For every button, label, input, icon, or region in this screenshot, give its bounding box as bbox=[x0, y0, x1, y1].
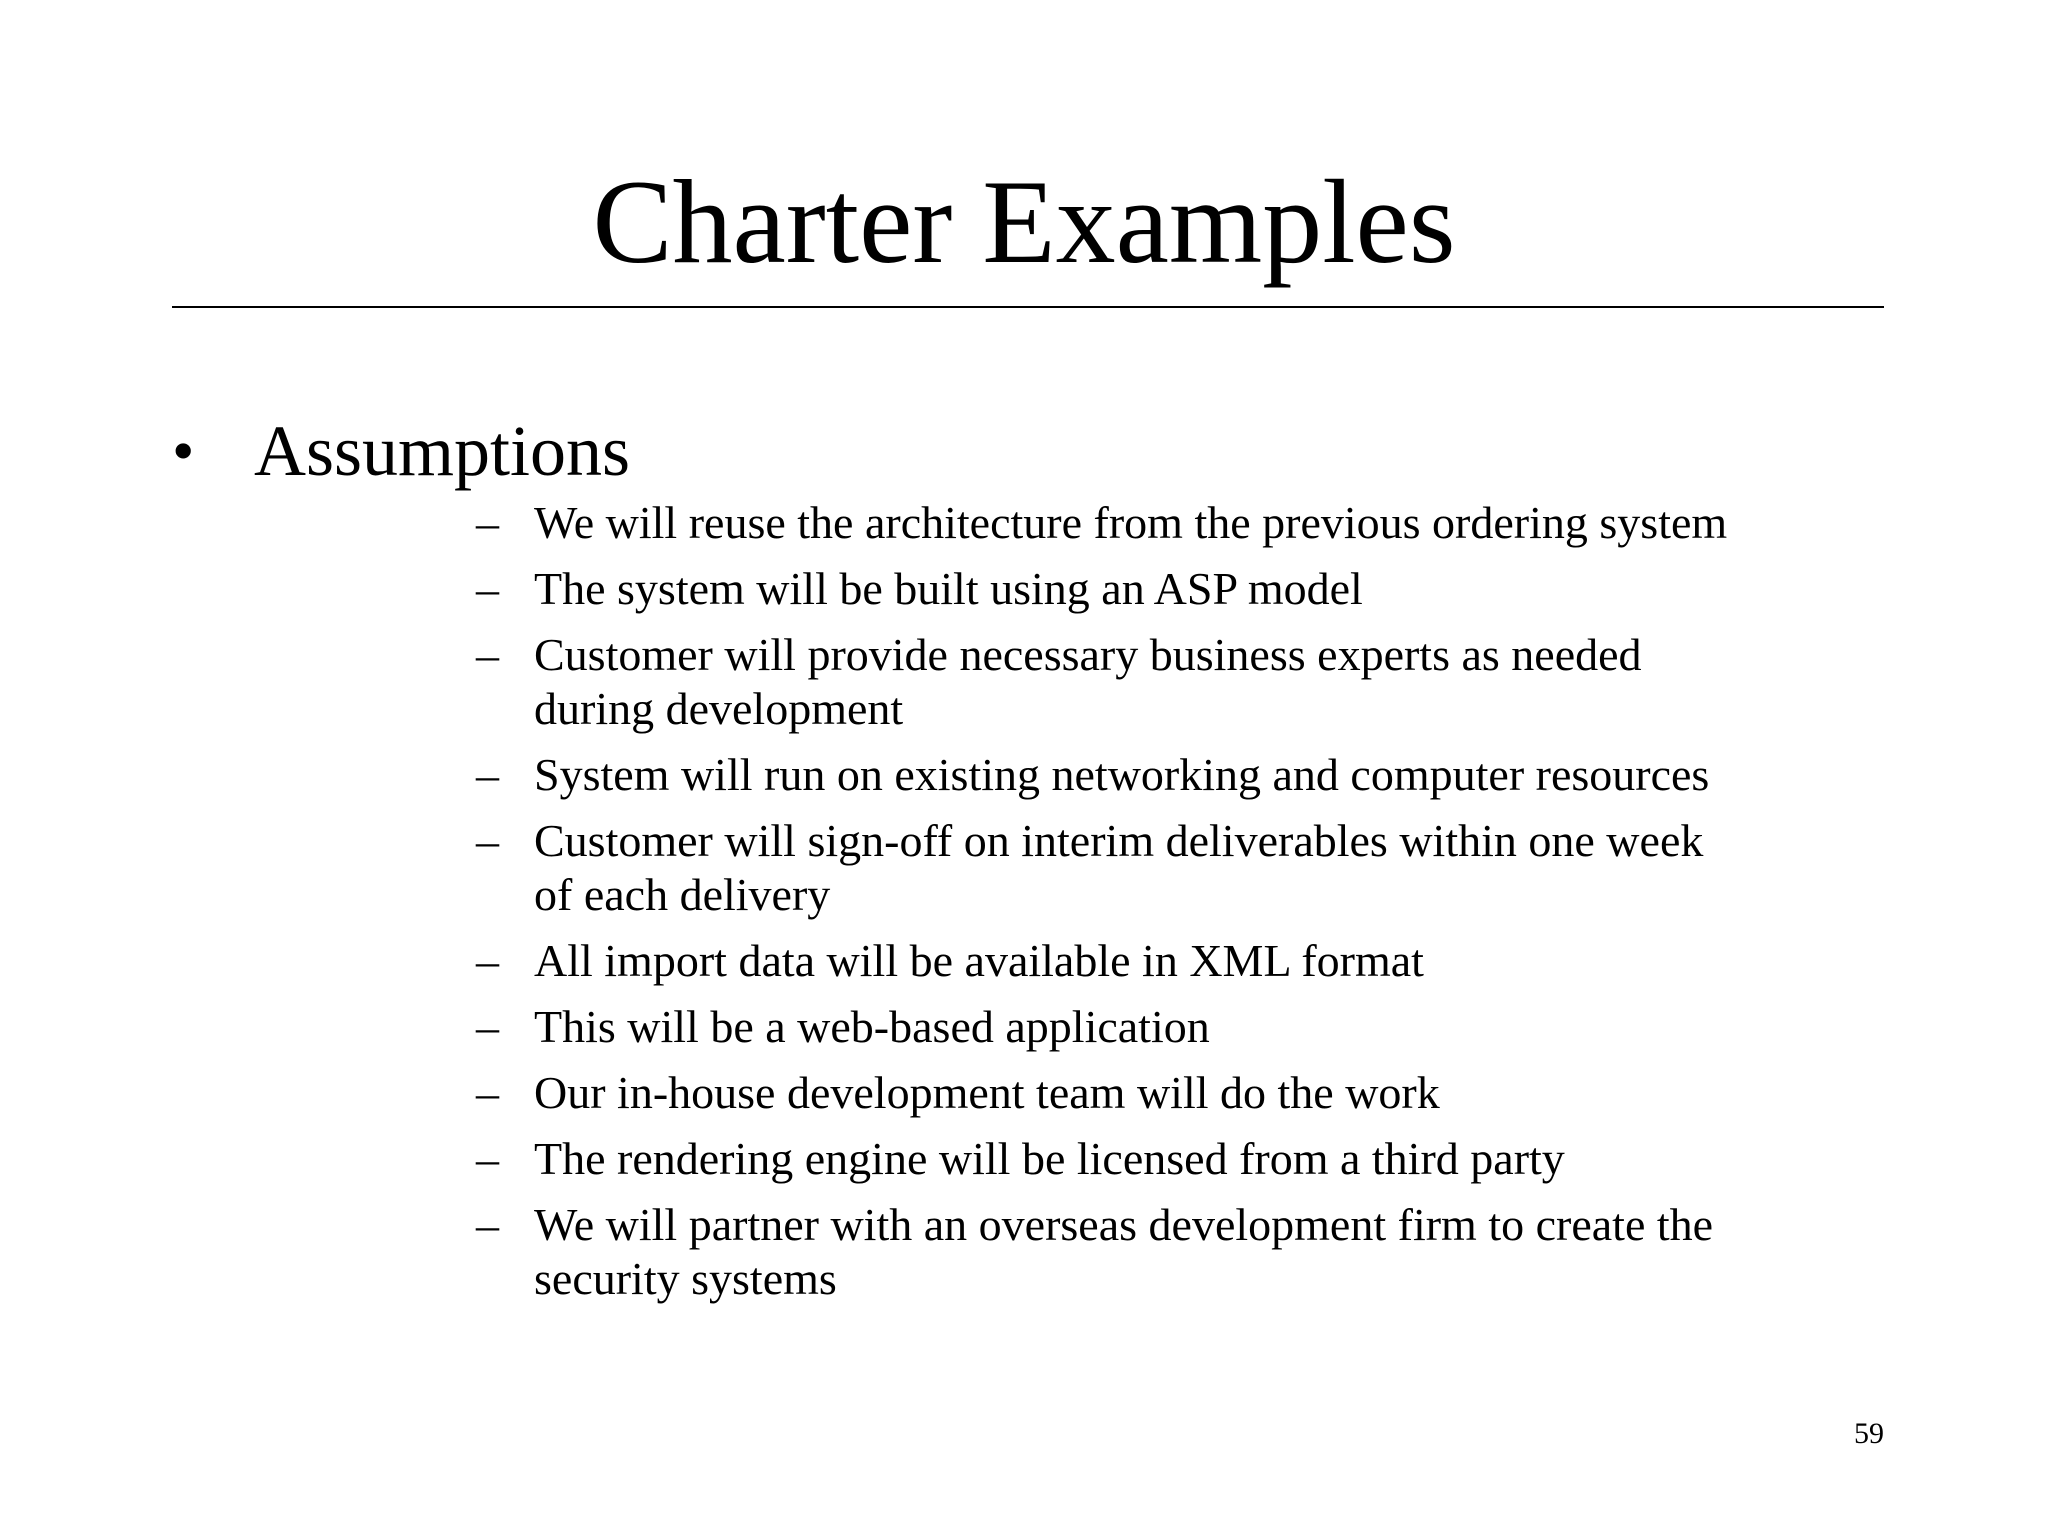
list-item-text: Customer will sign-off on interim deliverables within one week bbox=[534, 815, 1704, 866]
slide-title: Charter Examples bbox=[592, 155, 1456, 288]
list-item-text: The rendering engine will be licensed from a third party bbox=[534, 1133, 1565, 1184]
list-item-text: This will be a web-based application bbox=[534, 1001, 1210, 1052]
list-item bbox=[476, 496, 1896, 550]
list-item bbox=[476, 748, 1896, 802]
bullet-dot-icon: • bbox=[172, 415, 195, 486]
list-item bbox=[476, 1198, 1896, 1306]
dash-icon: – bbox=[476, 497, 499, 548]
list-item-text: We will reuse the architecture from the previous ordering system bbox=[534, 497, 1728, 548]
list-item bbox=[476, 1000, 1896, 1054]
list-item-text: The system will be built using an ASP model bbox=[534, 563, 1363, 614]
list-item bbox=[476, 628, 1896, 736]
list-item-text: of each delivery bbox=[534, 869, 831, 920]
dash-icon: – bbox=[476, 935, 499, 986]
assumption-list bbox=[476, 496, 1896, 1318]
dash-icon: – bbox=[476, 815, 499, 866]
dash-icon: – bbox=[476, 1133, 499, 1184]
list-item-text: during development bbox=[534, 683, 904, 734]
list-item bbox=[476, 1132, 1896, 1186]
page-number: 59 bbox=[1854, 1417, 1884, 1450]
list-item-text: We will partner with an overseas development firm to create the bbox=[534, 1199, 1714, 1250]
list-item-text: security systems bbox=[534, 1253, 837, 1304]
list-item bbox=[476, 934, 1896, 988]
dash-icon: – bbox=[476, 563, 499, 614]
list-item bbox=[476, 1066, 1896, 1120]
dash-icon: – bbox=[476, 1067, 499, 1118]
list-item bbox=[476, 562, 1896, 616]
dash-icon: – bbox=[476, 1001, 499, 1052]
dash-icon: – bbox=[476, 749, 499, 800]
title-underline bbox=[172, 306, 1884, 308]
list-item-text: All import data will be available in XML format bbox=[534, 935, 1424, 986]
dash-icon: – bbox=[476, 1199, 499, 1250]
list-item-text: Customer will provide necessary business experts as needed bbox=[534, 629, 1642, 680]
list-item-text: Our in-house development team will do the work bbox=[534, 1067, 1440, 1118]
list-item-text: System will run on existing networking and computer resources bbox=[534, 749, 1710, 800]
bullet-label: Assumptions bbox=[254, 411, 631, 491]
list-item bbox=[476, 814, 1896, 922]
dash-icon: – bbox=[476, 629, 499, 680]
